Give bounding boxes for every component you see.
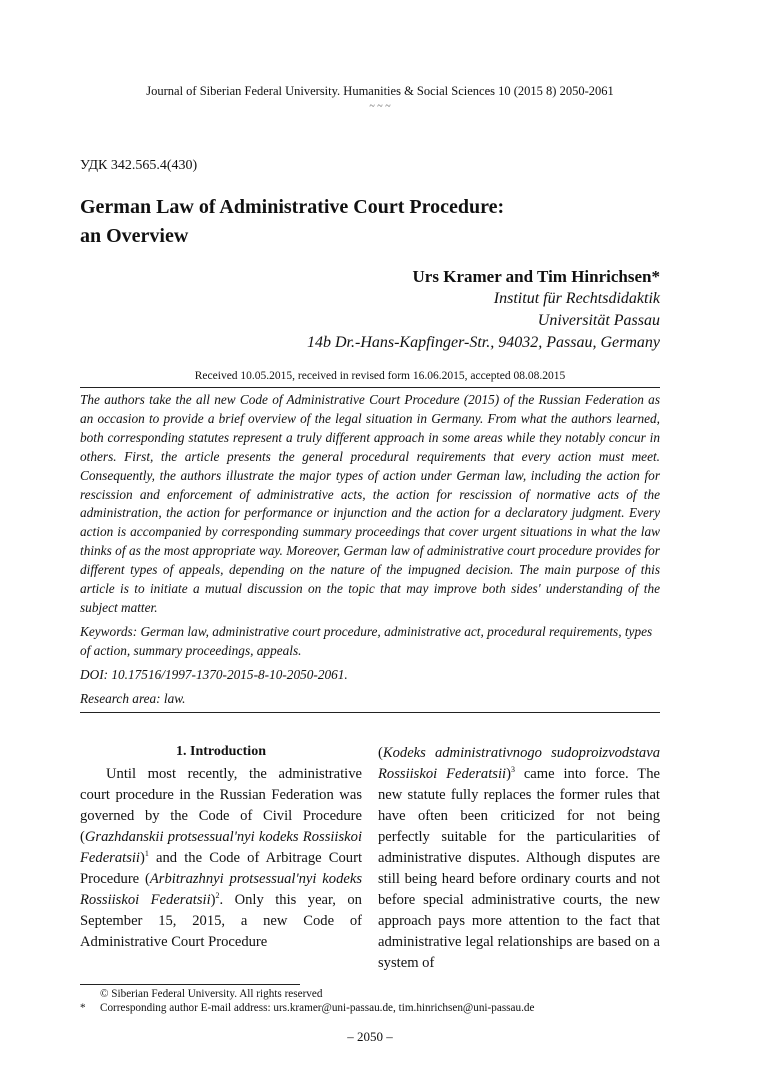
footnote-ref[interactable]: 2 <box>215 890 220 900</box>
text: ) <box>506 765 511 782</box>
right-column <box>378 743 660 974</box>
divider-top <box>80 387 660 388</box>
text: came into force. The new statute fully replaces the former rules that have often been criticized for not being perfectly suitable for the particularities of administrative disputes. Although disputes are still being heard before ordinary courts and not before special administrative courts, the new approach pays more attention to the fact that administrative legal relationships are based on a system of <box>378 765 660 971</box>
affiliation-institute: Institut für Rechtsdidaktik <box>493 290 660 307</box>
text: ( <box>378 744 383 761</box>
copyright-note: © Siberian Federal University. All rights reserved <box>100 987 323 1000</box>
italic-text: Grazhdanskii protsessual'nyi kodeks Rossiiskoi Federatsii <box>80 828 362 866</box>
footnote-ref[interactable]: 3 <box>510 764 515 774</box>
received-dates: Received 10.05.2015, received in revised form 16.06.2015, accepted 08.08.2015 <box>194 370 566 382</box>
intro-paragraph <box>80 764 362 953</box>
text: and the Code of Arbitrage Court Procedure ( <box>80 849 362 887</box>
section-heading: 1. Introduction <box>176 743 266 759</box>
left-column <box>80 743 362 974</box>
intro-paragraph-continued <box>378 743 660 974</box>
footnotes <box>80 984 660 1015</box>
text: . Only this year, on September 15, 2015, a new Code of Administrative Court Procedure <box>80 891 362 950</box>
journal-header: Journal of Siberian Federal University. Humanities & Social Sciences 10 (2015 8) 2050-2061 <box>146 84 614 98</box>
footnote-ref[interactable]: 1 <box>144 848 149 858</box>
copyright-row <box>80 987 660 1001</box>
footnote-star: * <box>80 1001 86 1014</box>
corresponding-author: Corresponding author E-mail address: urs.kramer@uni-passau.de, tim.hinrichsen@uni-passau.de <box>100 1001 535 1014</box>
keywords: Keywords: German law, administrative court procedure, administrative act, procedural requirements, types of action, summary proceedings, appeals. <box>80 623 653 658</box>
header-ornament: ~ ~ ~ <box>369 101 391 112</box>
title-line-1: German Law of Administrative Court Procedure: <box>80 196 505 218</box>
authors: Urs Kramer and Tim Hinrichsen* <box>412 267 660 286</box>
title-line-2: an Overview <box>80 225 189 247</box>
text: ) <box>140 849 145 866</box>
abstract: The authors take the all new Code of Administrative Court Procedure (2015) of the Russian Federation as an occasion to provide a brief overview of the legal situation in Germany. From what the authors learned, both corresponding statutes represent a truly different approach in some areas while they notably concur in others. First, the article presents the general procedural requirements that every action must meet. Consequently, the authors illustrate the major types of action under German law, including the action for rescission and enforcement of administrative acts, the action for rescission of normative acts of the administration, the action for performance or injunction and the action for a declaratory judgment. Every action is accompanied by corresponding summary proceedings that cover urgent situations in what the law thinks of as the most appropriate way. Moreover, German law of administrative court procedure provides for different types of appeals, depending on the nature of the impugned decision. The main purpose of this article is to initiate a mutual discussion on the topic that may improve both sides' understanding of the subject matter. <box>80 392 660 615</box>
research-area: Research area: law. <box>80 690 186 706</box>
text: Until most recently, the administrative court procedure in the Russian Federation was governed by the Code of Civil Procedure ( <box>80 765 362 845</box>
article-title <box>80 193 504 251</box>
footnote-divider <box>80 984 300 985</box>
italic-text: Arbitrazhnyi protsessual'nyi kodeks Rossiiskoi Federatsii <box>80 870 363 908</box>
divider-bottom <box>80 712 660 713</box>
corresponding-row <box>80 1001 660 1015</box>
affiliation-address: 14b Dr.-Hans-Kapfinger-Str., 94032, Passau, Germany <box>306 334 660 351</box>
article-body <box>80 387 660 1045</box>
doi: DOI: 10.17516/1997-1370-2015-8-10-2050-2061. <box>80 666 348 682</box>
affiliation-university: Universität Passau <box>537 312 660 329</box>
page-number: – 2050 – <box>347 1028 393 1044</box>
text: ) <box>210 891 216 908</box>
italic-text: Kodeks administrativnogo sudoproizvodstava Rossiiskoi Federatsii <box>378 744 660 782</box>
udk-code: УДК 342.565.4(430) <box>80 158 198 173</box>
two-column-body <box>80 743 660 974</box>
